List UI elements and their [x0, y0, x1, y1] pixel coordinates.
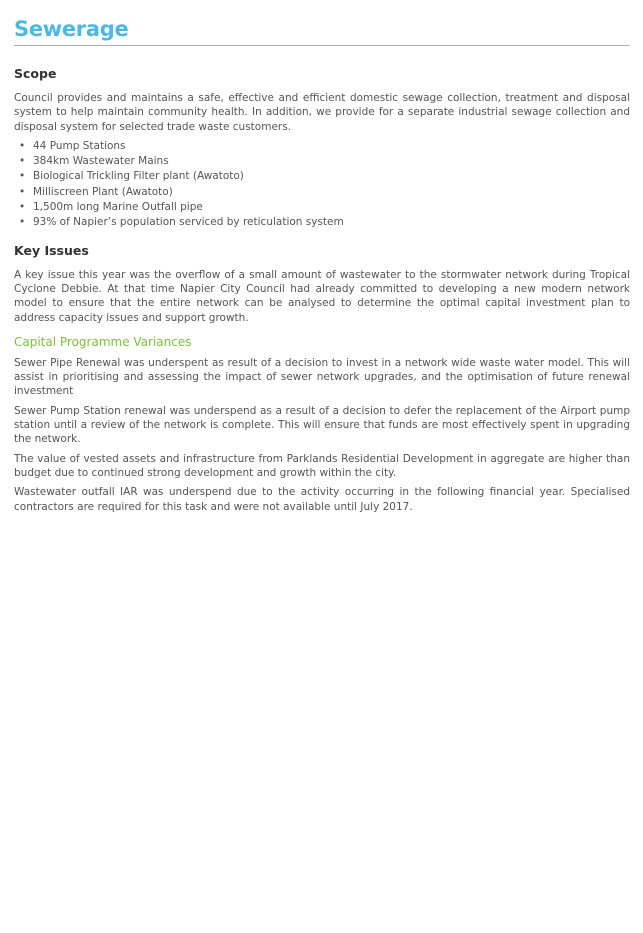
list-item [14, 139, 630, 154]
capital-variance-paragraph: Wastewater outfall IAR was underspend due to the activity occurring in the following financial year. Specialised contractors are required for this task and were not available until July 2017. [14, 486, 630, 513]
scope-bullet-list [14, 139, 630, 231]
page-title: Sewerage [14, 17, 129, 41]
scope-section [14, 66, 630, 231]
title-divider [14, 45, 630, 46]
list-item-text: 44 Pump Stations [33, 139, 126, 152]
list-item [14, 185, 630, 200]
capital-variance-paragraph: The value of vested assets and infrastructure from Parklands Residential Development in aggregate are higher than budget due to continued strong development and growth within the city. [14, 452, 630, 479]
capital-variance-paragraph: Sewer Pipe Renewal was underspent as result of a decision to invest in a network wide waste water model. This will assist in prioritising and assessing the impact of sewer network upgrades, and the optimisation of future renewal investment [14, 356, 630, 398]
document-page [14, 14, 630, 519]
bullet-icon: • [19, 139, 26, 152]
bullet-icon: • [19, 201, 26, 214]
list-item [14, 169, 630, 184]
scope-heading: Scope [14, 66, 57, 81]
key-issues-section [14, 243, 630, 325]
bullet-icon: • [19, 185, 26, 198]
list-item-text: Milliscreen Plant (Awatoto) [33, 185, 173, 198]
capital-variances-heading: Capital Programme Variances [14, 334, 192, 349]
bullet-icon: • [19, 155, 26, 168]
key-issues-heading: Key Issues [14, 242, 89, 258]
list-item [14, 154, 630, 169]
list-item [14, 215, 630, 230]
bullet-icon: • [19, 170, 26, 183]
capital-variance-paragraph: Sewer Pump Station renewal was underspend as a result of a decision to defer the replacement of the Airport pump station until a review of the network is complete. This will ensure that funds are most effectively spent in upgrading the network. [14, 404, 630, 446]
list-item-text: Biological Trickling Filter plant (Awatoto) [33, 170, 244, 183]
key-issues-paragraph: A key issue this year was the overflow of a small amount of wastewater to the stormwater network during Tropical Cyclone Debbie. At that time Napier City Council had already committed to developing a new modern network model to ensure that the entire network can be analysed to determine the optimal capital investment plan to address capacity issues and support growth. [14, 268, 630, 324]
list-item [14, 200, 630, 215]
scope-paragraph: Council provides and maintains a safe, effective and efficient domestic sewage collection, treatment and disposal system to help maintain community health. In addition, we provide for a separate industrial sewage collection and disposal system for selected trade waste customers. [14, 92, 630, 133]
list-item-text: 93% of Napier’s population serviced by reticulation system [33, 216, 344, 229]
capital-variances-section [14, 334, 630, 514]
list-item-text: 384km Wastewater Mains [33, 155, 169, 168]
bullet-icon: • [19, 216, 26, 229]
list-item-text: 1,500m long Marine Outfall pipe [33, 201, 203, 214]
